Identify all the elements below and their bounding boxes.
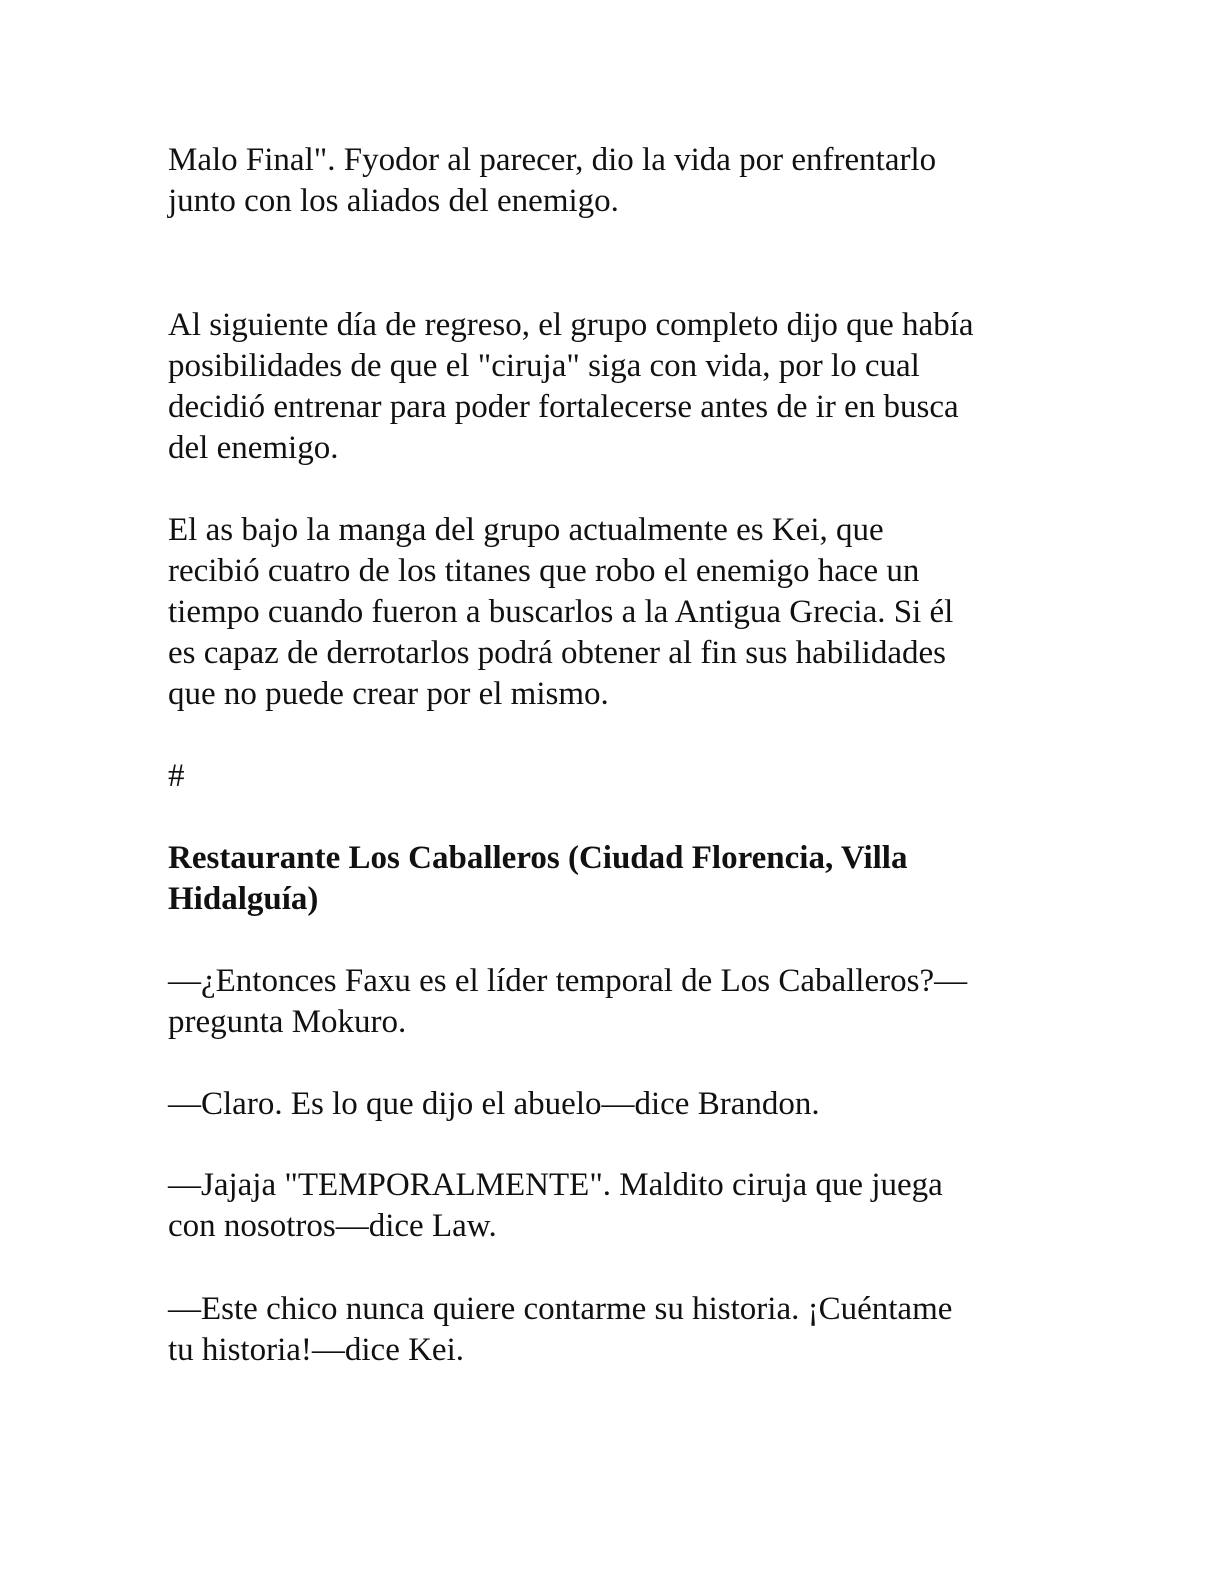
paragraph-return: Al siguiente día de regreso, el grupo completo dijo que había posibilidades de que el "ciruja" siga con vida, por lo cual decidió entrenar para poder fortalecerse antes de ir en busca del enemigo. [168, 307, 974, 466]
scene-heading: Restaurante Los Caballeros (Ciudad Florencia, Villa Hidalguía) [168, 840, 908, 917]
dialogue-mokuro: —¿Entonces Faxu es el líder temporal de Los Caballeros?— pregunta Mokuro. [168, 963, 968, 1040]
paragraph-intro: Malo Final". Fyodor al parecer, dio la vida por enfrentarlo junto con los aliados del enemigo. [168, 142, 937, 219]
dialogue-law: —Jajaja "TEMPORALMENTE". Maldito ciruja que juega con nosotros—dice Law. [168, 1167, 943, 1244]
dialogue-brandon: —Claro. Es lo que dijo el abuelo—dice Brandon. [168, 1086, 820, 1122]
paragraph-kei: El as bajo la manga del grupo actualmente es Kei, que recibió cuatro de los titanes que robo el enemigo hace un tiempo cuando fueron a buscarlos a la Antigua Grecia. Si él es capaz de derrotarlos podrá obtener al fin sus habilidades que no puede crear por el mismo. [168, 512, 954, 712]
dialogue-kei: —Este chico nunca quiere contarme su historia. ¡Cuéntame tu historia!—dice Kei. [168, 1291, 953, 1368]
scene-separator: # [168, 758, 185, 794]
